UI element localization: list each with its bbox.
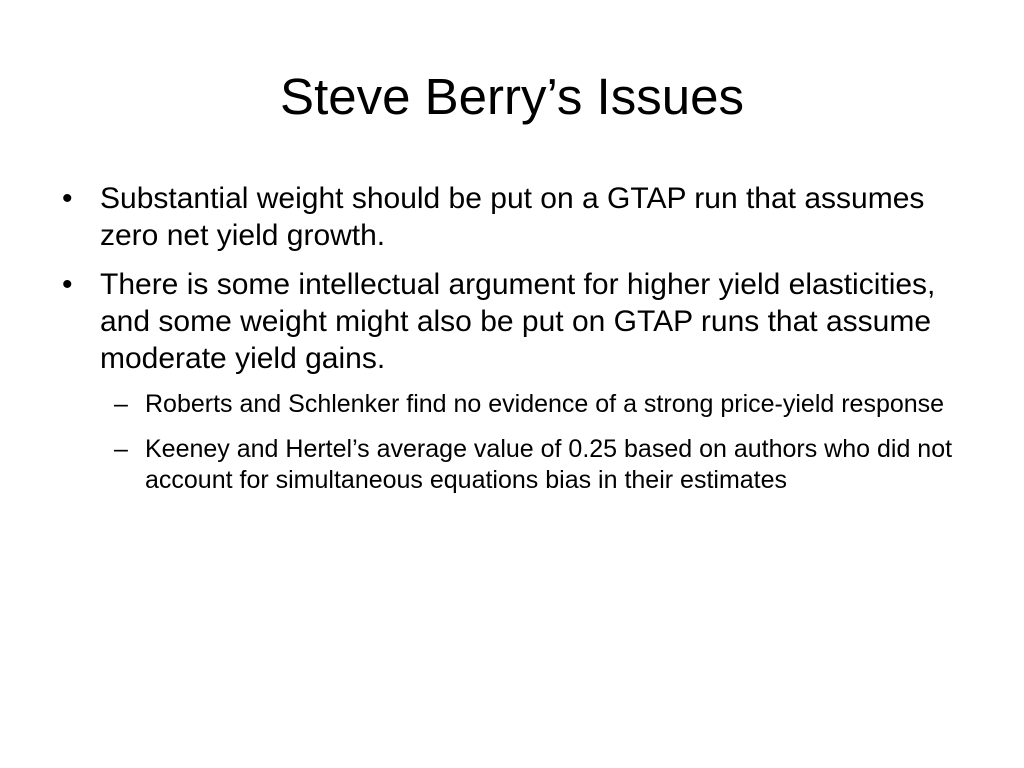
- slide-title: Steve Berry’s Issues: [280, 68, 744, 125]
- sub-bullet-text: Roberts and Schlenker find no evidence of a strong price-yield response: [145, 390, 945, 418]
- bullet-text: There is some intellectual argument for higher yield elasticities, and some weight might also be put on GTAP runs that assume moderate yield gains.: [100, 268, 936, 375]
- sub-bullet-item: [60, 434, 960, 496]
- sub-bullet-item: [60, 389, 960, 420]
- sub-bullet-marker: –: [114, 435, 128, 463]
- bullet-marker: •: [62, 182, 73, 215]
- sub-bullet-text: Keeney and Hertel’s average value of 0.25 based on authors who did not account for simultaneous equations bias in their estimates: [145, 435, 953, 494]
- bullet-item: [60, 266, 960, 377]
- bullet-item: [60, 180, 960, 254]
- bullet-marker: •: [62, 268, 73, 301]
- bullet-text: Substantial weight should be put on a GTAP run that assumes zero net yield growth.: [100, 182, 925, 252]
- slide-body: [60, 180, 960, 510]
- sub-bullet-marker: –: [114, 390, 128, 418]
